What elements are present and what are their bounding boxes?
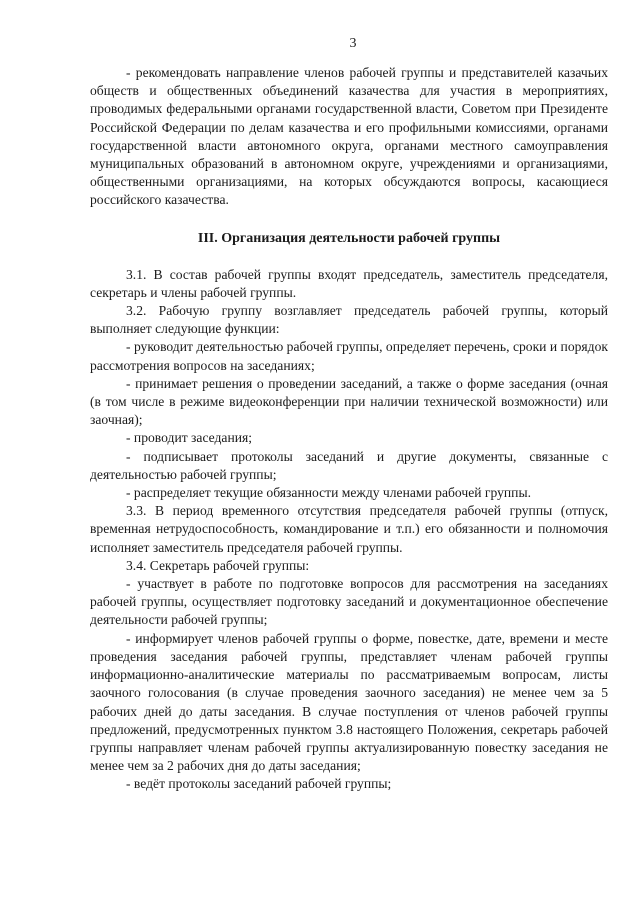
section-heading: III. Организация деятельности рабочей группы: [197, 230, 501, 246]
paragraph-3-2: 3.2. Рабочую группу возглавляет председатель рабочей группы, который выполняет следующие функции:: [90, 303, 608, 337]
intro-paragraph: - рекомендовать направление членов рабочей группы и представителей казачьих обществ и общественных объединений казачества для участия в мероприятиях, проводимых федеральными органами государственной власти, Советом при Президенте Российской Федерации по делам казачества и его профильными комиссиями, органами государственной власти автономного округа, органами местного самоуправления муниципальных образований в автономном округе, учреждениями и организациями, общественными организациями, на которых обсуждаются вопросы, касающиеся российского казачества.: [90, 65, 608, 208]
list-item: - принимает решения о проведении заседаний, а также о форме заседания (очная (в том числе в режиме видеоконференции при наличии технической возможности) или заочная);: [90, 375, 608, 428]
list-item: - участвует в работе по подготовке вопросов для рассмотрения на заседаниях рабочей группы, осуществляет подготовку заседаний и документационное обеспечение деятельности рабочей группы;: [90, 576, 608, 628]
list-item: - ведёт протоколы заседаний рабочей группы;: [126, 776, 392, 792]
list-item: - подписывает протоколы заседаний и другие документы, связанные с деятельностью рабочей группы;: [90, 448, 608, 482]
page-number: 3: [349, 36, 357, 51]
paragraph-3-1: 3.1. В состав рабочей группы входят председатель, заместитель председателя, секретарь и члены рабочей группы.: [90, 266, 608, 300]
list-item: - распределяет текущие обязанности между членами рабочей группы.: [126, 485, 531, 501]
paragraph-3-3: 3.3. В период временного отсутствия председателя рабочей группы (отпуск, временная нетрудоспособность, командирование и т.п.) его обязанности и полномочия исполняет заместитель председателя рабочей группы.: [90, 503, 608, 555]
list-item: - информирует членов рабочей группы о форме, повестке, дате, времени и месте проведения заседания рабочей группы, представляет членам рабочей группы информационно-аналитические материалы по рассматриваемым вопросам, листы заочного голосования (в случае проведения заочного заседания) не менее чем за 5 рабочих дней до даты заседания. В случае поступления от членов рабочей группы предложений, предусмотренных пунктом 3.8 настоящего Положения, секретарь рабочей группы направляет членам рабочей группы актуализированную повестку заседания не менее чем за 2 рабочих дня до даты заседания;: [90, 630, 608, 774]
list-item: - проводит заседания;: [126, 430, 253, 446]
list-item: - руководит деятельностью рабочей группы, определяет перечень, сроки и порядок рассмотрения вопросов на заседаниях;: [90, 339, 608, 373]
paragraph-3-4: 3.4. Секретарь рабочей группы:: [126, 557, 310, 573]
